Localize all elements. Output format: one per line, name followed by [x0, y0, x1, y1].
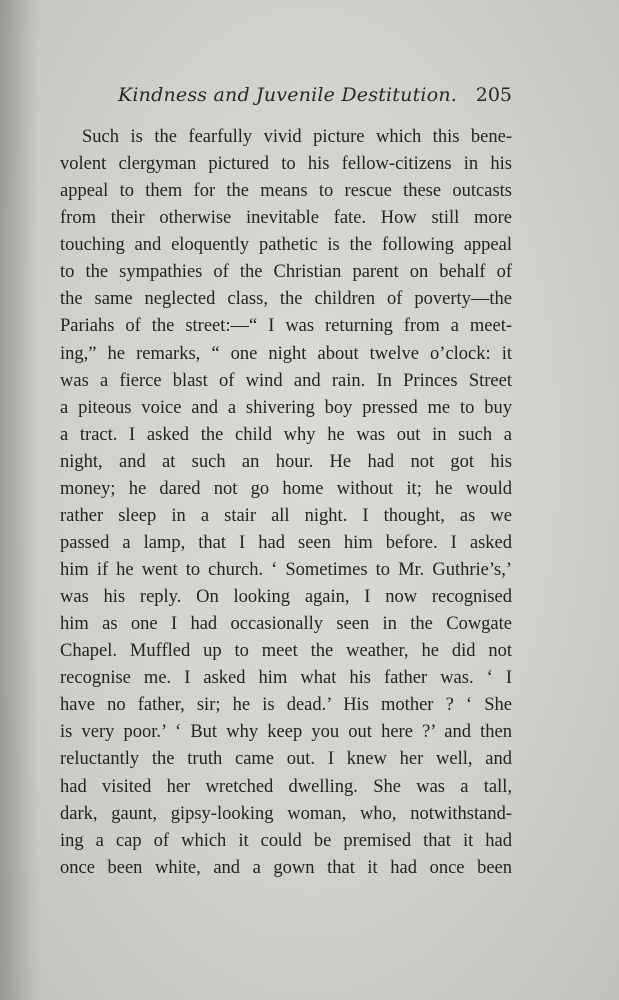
text-line: Chapel. Muffled up to meet the weather, he did not: [60, 641, 512, 662]
text-line: appeal to them for the means to rescue these outcasts: [60, 181, 512, 202]
running-title: Kindness and Juvenile Destitution.: [118, 84, 458, 106]
text-line: him as one I had occasionally seen in the Cowgate: [60, 614, 512, 635]
text-line: have no father, sir; he is dead.’ His mother ? ‘ She: [60, 695, 512, 716]
text-line: night, and at such an hour. He had not got his: [60, 451, 512, 472]
text-line: a tract. I asked the child why he was out in such a: [60, 424, 512, 445]
text-line: passed a lamp, that I had seen him before. I asked: [60, 532, 512, 553]
text-line: a piteous voice and a shivering boy pressed me to buy: [60, 397, 512, 418]
running-head: [60, 80, 512, 114]
page-number: 205: [475, 84, 512, 106]
text-line: was a fierce blast of wind and rain. In Princes Street: [60, 370, 512, 391]
gutter-shadow: [0, 0, 38, 1000]
text-line: is very poor.’ ‘ But why keep you out here ?’ and then: [60, 722, 512, 743]
text-line: recognise me. I asked him what his father was. ‘ I: [60, 668, 512, 689]
text-line: rather sleep in a stair all night. I thought, as we: [60, 505, 512, 526]
text-line: reluctantly the truth came out. I knew her well, and: [60, 749, 512, 770]
text-line: had visited her wretched dwelling. She was a tall,: [60, 776, 512, 797]
body-text: [60, 124, 512, 882]
text-line: money; he dared not go home without it; he would: [60, 478, 512, 499]
text-line: Pariahs of the street:—“ I was returning from a meet-: [60, 316, 512, 337]
text-line: ing,” he remarks, “ one night about twelve o’clock: it: [60, 343, 512, 364]
text-line: to the sympathies of the Christian parent on behalf of: [60, 262, 512, 283]
text-line: Such is the fearfully vivid picture which this bene-: [82, 127, 512, 147]
text-line: was his reply. On looking again, I now recognised: [60, 587, 512, 608]
text-line: him if he went to church. ‘ Sometimes to Mr. Guthrie’s,’: [60, 560, 512, 580]
text-line: ing a cap of which it could be premised that it had: [60, 830, 512, 851]
text-line: once been white, and a gown that it had once been: [60, 857, 512, 878]
text-line: from their otherwise inevitable fate. How still more: [60, 208, 512, 229]
text-line: dark, gaunt, gipsy-looking woman, who, notwithstand-: [60, 803, 512, 824]
text-line: the same neglected class, the children of poverty—the: [60, 289, 512, 310]
text-line: volent clergyman pictured to his fellow-citizens in his: [60, 154, 512, 175]
text-line: touching and eloquently pathetic is the following appeal: [60, 235, 512, 256]
